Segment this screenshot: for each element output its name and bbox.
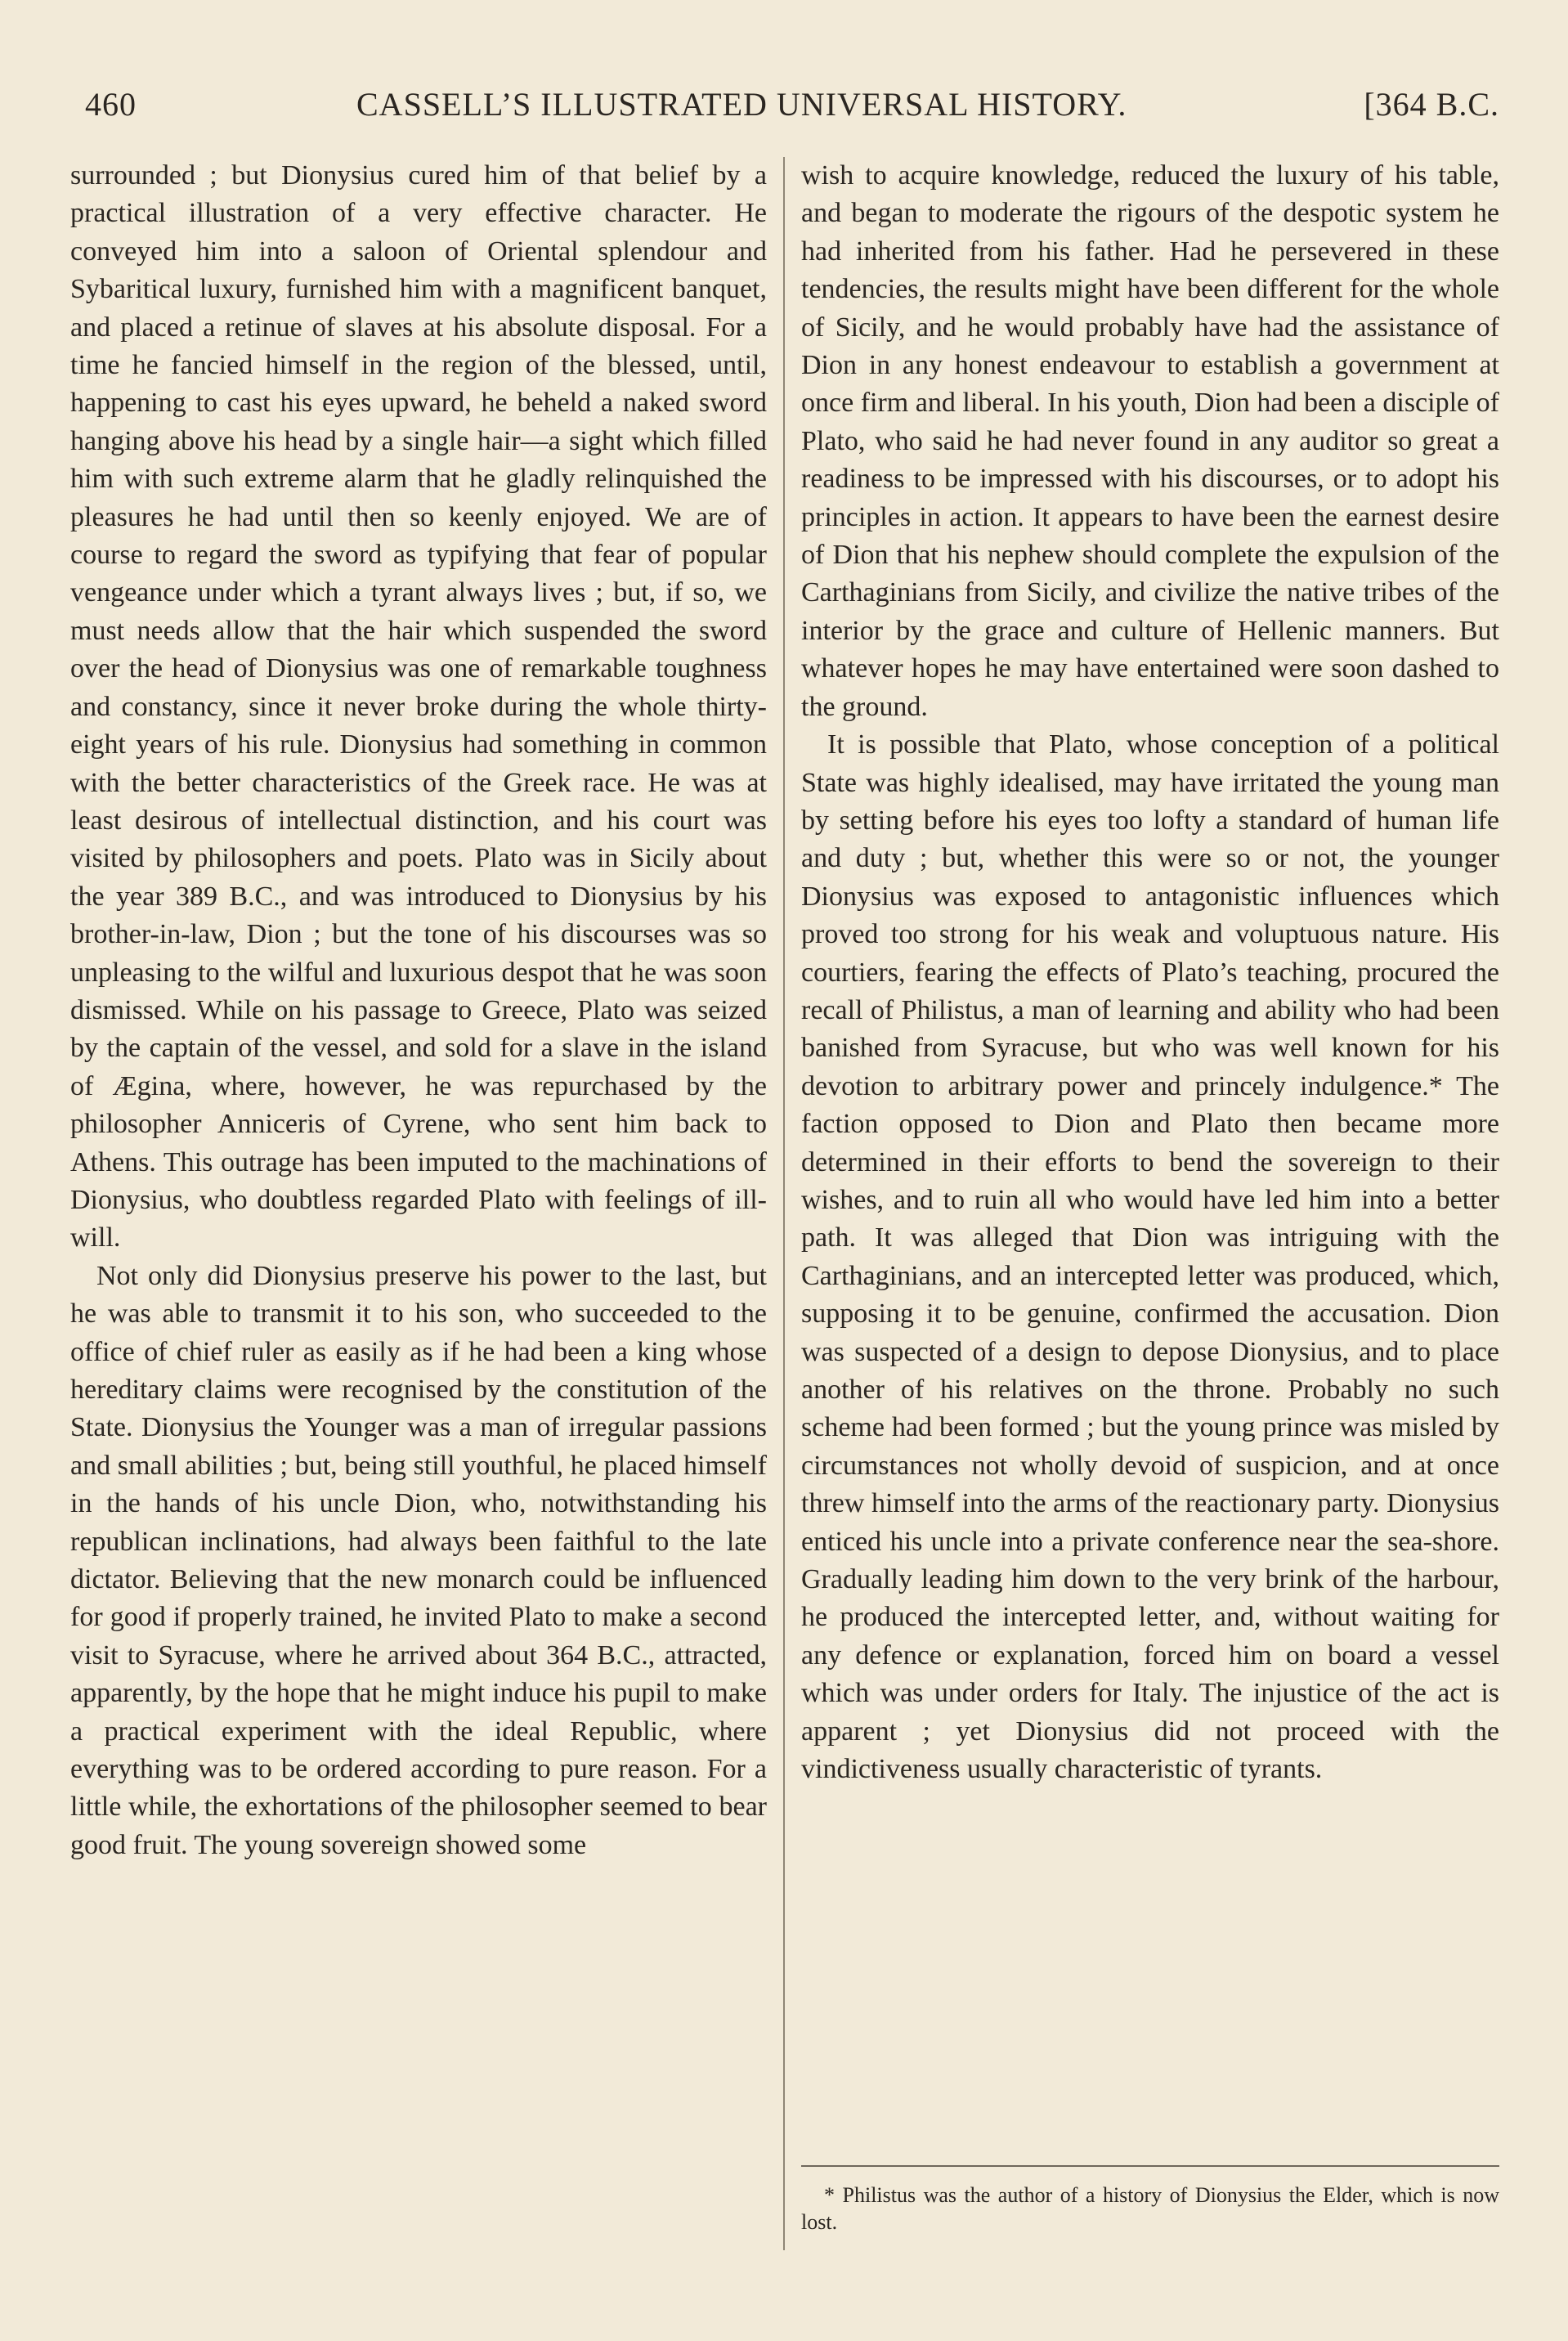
left-paragraph-2: Not only did Dionysius preserve his power to the last, but he was able to transmit it to his son, who succeeded to the office of chief ruler as easily as if he had been a king whose hereditary claims were recognised by the constitution of the State. Dionysius the Younger was a man of irregular passions and small abilities ; but, being still youthful, he placed himself in the hands of his uncle Dion, who, notwithstanding his republican inclinations, had always been faithful to the late dictator. Believing that the new monarch could be influenced for good if properly trained, he invited Plato to make a second visit to Syracuse, where he arrived about 364 B.C., attracted, apparently, by the hope that he might induce his pupil to make a practical experiment with the ideal Republic, where everything was to be ordered according to pure reason. For a little while, the exhortations of the philosopher seemed to bear good fruit. The young sovereign showed some xyxy=(70,1260,767,1860)
right-paragraph-2: It is possible that Plato, whose conception of a political State was highly idealised, may have irritated the young man by setting before his eyes too lofty a standard of human life and duty ; but, whether this were so or not, the younger Dionysius was exposed to antagonistic influences which proved too strong for his weak and voluptuous nature. His courtiers, fearing the effects of Plato’s teaching, procured the recall of Philistus, a man of learning and ability who had been banished from Syracuse, but who was well known for his devotion to arbitrary power and princely indulgence.* The faction opposed to Dion and Plato then became more determined in their efforts to bend the sovereign to their wishes, and to ruin all who would have led him into a better path. It was alleged that Dion was intriguing with the Carthaginians, and an intercepted letter was produced, which, supposing it to be genuine, confirmed the accusation. Dion was suspected of a design to depose Dionysius, and to place another of his relatives on the throne. Probably no such scheme had been formed ; but the young prince was misled by circumstances not wholly devoid of suspicion, and at once threw himself into the arms of the reactionary party. Dionysius enticed his uncle into a private conference near the sea-shore. Gradually leading him down to the very brink of the harbour, he produced the intercepted letter, and, without waiting for any defence or explanation, forced him on board a vessel which was under orders for Italy. The injustice of the act is apparent ; yet Dionysius did not proceed with the vindictiveness usually characteristic of tyrants. xyxy=(801,729,1499,1785)
page-header xyxy=(85,85,1499,126)
right-paragraph-1: wish to acquire knowledge, reduced the luxury of his table, and began to moderate the rigours of the despotic system he had inherited from his father. Had he persevered in these tendencies, the results might have been different for the whole of Sicily, and he would probably have had the assistance of Dion in any honest endeavour to establish a government at once firm and liberal. In his youth, Dion had been a disciple of Plato, who said he had never found in any auditor so great a readiness to be impressed with his discourses, or to adopt his principles in action. It appears to have been the earnest desire of Dion that his nephew should complete the expulsion of the Carthaginians from Sicily, and civilize the native tribes of the interior by the grace and culture of Hellenic manners. But whatever hopes he may have entertained were soon dashed to the ground. xyxy=(801,160,1499,722)
column-divider xyxy=(783,157,785,2250)
left-column xyxy=(70,157,767,1864)
right-column xyxy=(801,157,1499,1788)
left-paragraph-1: surrounded ; but Dionysius cured him of that belief by a practical illustration of a very effective character. He conveyed him into a saloon of Oriental splendour and Sybaritical luxury, furnished him with a magnificent banquet, and placed a retinue of slaves at his absolute disposal. For a time he fancied himself in the region of the blessed, until, happening to cast his eyes upward, he beheld a naked sword hanging above his head by a single hair—a sight which filled him with such extreme alarm that he gladly relinquished the pleasures he had until then so keenly enjoyed. We are of course to regard the sword as typifying that fear of popular vengeance under which a tyrant always lives ; but, if so, we must needs allow that the hair which suspended the sword over the head of Dionysius was one of remarkable toughness and constancy, since it never broke during the whole thirty-eight years of his rule. Dionysius had something in common with the better characteristics of the Greek race. He was at least desirous of intellectual distinction, and his court was visited by philosophers and poets. Plato was in Sicily about the year 389 B.C., and was introduced to Dionysius by his brother-in-law, Dion ; but the tone of his discourses was so unpleasing to the wilful and luxurious despot that he was soon dismissed. While on his passage to Greece, Plato was seized by the captain of the vessel, and sold for a slave in the island of Ægina, where, however, he was repurchased by the philosopher Anniceris of Cyrene, who sent him back to Athens. This outrage has been imputed to the machinations of Dionysius, who doubtless regarded Plato with feelings of ill-will. xyxy=(70,160,767,1253)
footnote-text: * Philistus was the author of a history of Dionysius the Elder, which is now lost. xyxy=(801,2183,1499,2234)
page-number: 460 xyxy=(85,86,137,123)
footnote-rule xyxy=(801,2165,1499,2167)
running-title: CASSELL’S ILLUSTRATED UNIVERSAL HISTORY. xyxy=(356,86,1127,123)
header-date: [364 B.C. xyxy=(1364,86,1499,123)
footnote xyxy=(801,2182,1499,2236)
